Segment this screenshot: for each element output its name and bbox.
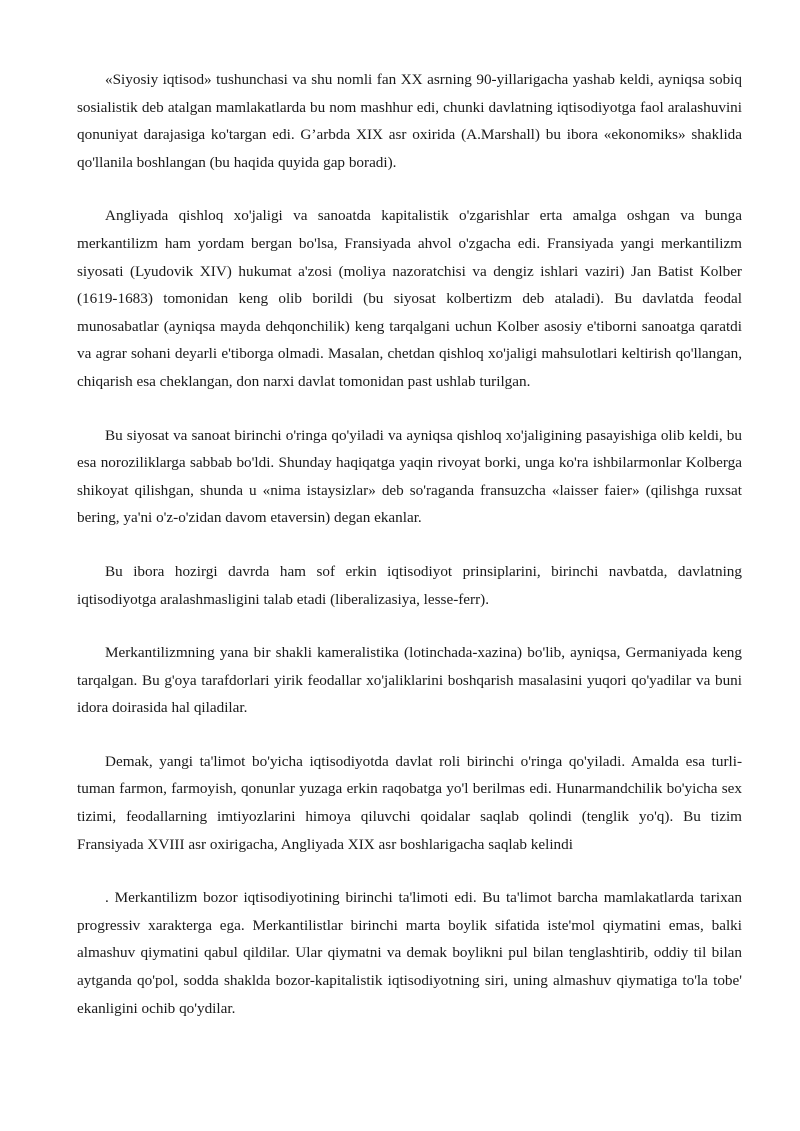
paragraph-6: Demak, yangi ta'limot bo'yicha iqtisodiyotda davlat roli birinchi o'ringa qo'yiladi. Amalda esa turli-tuman farmon, farmoyish, qonunlar yuzaga erkin raqobatga yo'l berilmas edi. Hunarmandchilik bo'yicha sex tizimi, feodallarning imtiyozlarini himoya qiluvchi qoidalar saqlab qolindi (tenglik yo'q). Bu tizim Fransiyada XVIII asr oxirigacha, Angliyada XIX asr boshlarigacha saqlab kelindi — [77, 752, 742, 853]
paragraph-2: Angliyada qishloq xo'jaligi va sanoatda kapitalistik o'zgarishlar erta amalga oshgan va bunga merkantilizm ham yordam bergan bo'lsa, Fransiyada ahvol o'zgacha edi. Fransiyada yangi merkantilizm siyosati (Lyudovik XIV) hukumat a'zosi (moliya nazoratchisi va dengiz ishlari vaziri) Jan Batist Kolber (1619-1683) tomonidan keng olib borildi (bu siyosat kolbertizm deb ataladi). Bu davlatda feodal munosabatlar (ayniqsa mayda dehqonchilik) keng tarqalgani uchun Kolber asosiy e'tiborni sanoatga qaratdi va agrar sohani deyarli e'tiborga olmadi. Masalan, chetdan qishloq xo'jaligi mahsulotlari keltirish qo'llangan, chiqarish esa cheklangan, don narxi davlat tomonidan past ushlab turilgan. — [77, 207, 742, 390]
paragraph-1: «Siyosiy iqtisod» tushunchasi va shu nomli fan XX asrning 90-yillarigacha yashab keldi, ayniqsa sobiq sosialistik deb atalgan mamlakatlarda bu nom mashhur edi, chunki davlatning iqtisodiyotga faol aralashuvini qonuniyat darajasiga ko'targan edi. G’arbda XIX asr oxirida (A.Marshall) bu ibora «ekonomiks» shaklida qo'llanila boshlangan (bu haqida quyida gap boradi). — [77, 71, 742, 171]
paragraph-4: Bu ibora hozirgi davrda ham sof erkin iqtisodiyot prinsiplarini, birinchi navbatda, davlatning iqtisodiyotga aralashmasligini talab etadi (liberalizasiya, lesse-ferr). — [77, 562, 742, 608]
document-page — [77, 66, 742, 1048]
paragraph-5: Merkantilizmning yana bir shakli kameralistika (lotinchada-xazina) bo'lib, ayniqsa, Germaniyada keng tarqalgan. Bu g'oya tarafdorlari yirik feodallar xo'jaliklarini boshqarish masalasini yuqori qo'yadilar va buni idora doirasida hal qiladilar. — [77, 644, 742, 717]
paragraph-7: . Merkantilizm bozor iqtisodiyotining birinchi ta'limoti edi. Bu ta'limot barcha mamlakatlarda tarixan progressiv xarakterga ega. Merkantilistlar birinchi marta boylik sifatida iste'mol qiymatini emas, balki almashuv qiymatini qabul qildilar. Ular qiymatni va demak boylikni pul bilan tenglashtirib, oddiy til bilan aytganda qo'pol, sodda shaklda bozor-kapitalistik iqtisodiyotning siri, uning almashuv qiymatiga to'la tobe' ekanligini ochib qo'ydilar. — [77, 889, 742, 1017]
paragraph-3: Bu siyosat va sanoat birinchi o'ringa qo'yiladi va ayniqsa qishloq xo'jaligining pasayishiga olib keldi, bu esa noroziliklarga sabbab bo'ldi. Shunday haqiqatga yaqin rivoyat borki, unga ko'ra ishbilarmonlar Kolberga shikoyat qilishgan, shunda u «nima istaysizlar» deb so'raganda fransuzcha «laisser faier» (qilishga ruxsat bering, ya'ni o'z-o'zidan davom etaversin) degan ekanlar. — [77, 426, 742, 527]
